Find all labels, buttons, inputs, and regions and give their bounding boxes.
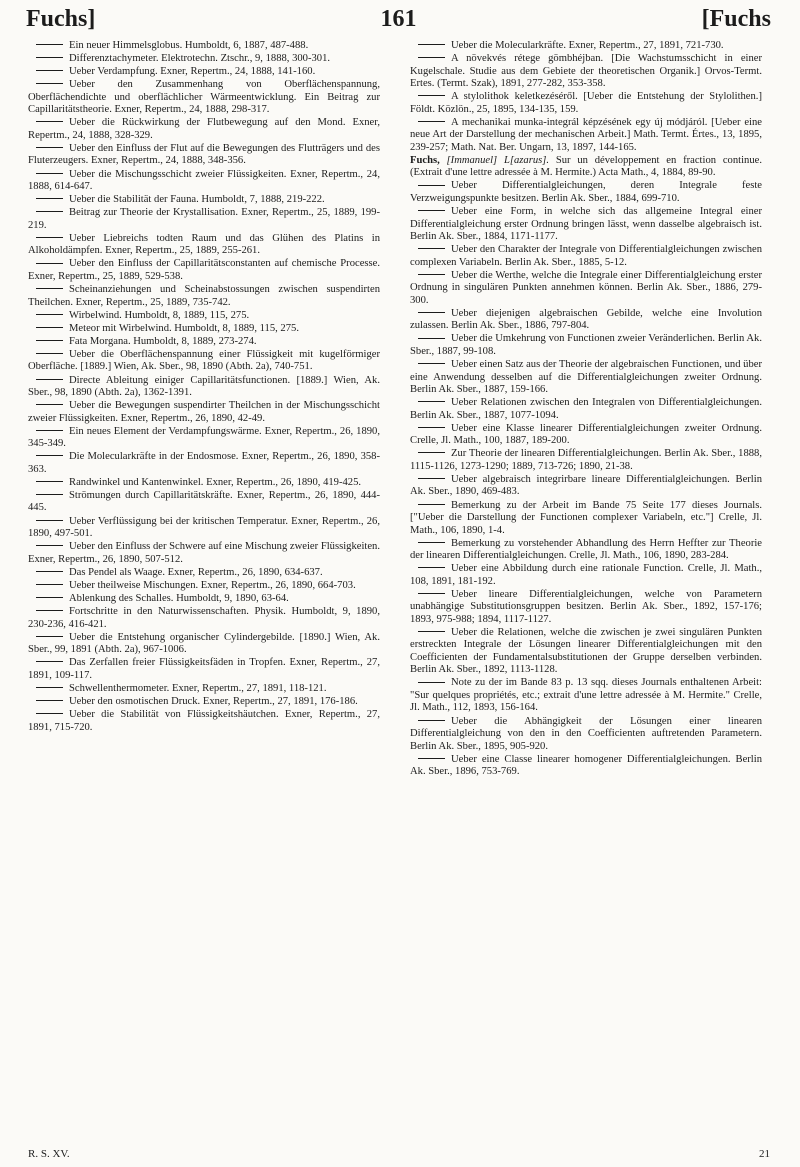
bibliography-entry — [410, 91, 762, 116]
ditto-rule — [418, 758, 445, 759]
ditto-rule — [36, 713, 63, 714]
ditto-rule — [36, 314, 63, 315]
entry-text: Die Molecularkräfte in der Endosmose. Exner, Repertm., 26, 1890, 358-363. — [28, 451, 380, 475]
ditto-rule — [36, 687, 63, 688]
bibliography-entry — [410, 180, 762, 205]
ditto-rule — [36, 597, 63, 598]
ditto-rule — [36, 83, 63, 84]
entry-text: Sur un développement en fraction continue. (Extrait d'une lettre adressée à M. Hermite.) Acta Math., 4, 1884, 89-90. — [410, 154, 762, 179]
bibliography-entry — [28, 349, 380, 374]
entry-text: Ueber die Stabilität der Fauna. Humboldt, 7, 1888, 219-222. — [69, 194, 325, 206]
bibliography-entry — [28, 567, 380, 580]
bibliography-entry — [28, 541, 380, 566]
ditto-rule — [418, 542, 445, 543]
bibliography-entry — [28, 66, 380, 79]
bibliography-entry — [410, 589, 762, 627]
bibliography-entry — [28, 233, 380, 258]
entry-text: Ueber algebraisch integrirbare lineare Differentialgleichungen. Berlin Ak. Sber., 1890, 469-483. — [410, 473, 762, 498]
ditto-rule — [36, 211, 63, 212]
running-head-right: [Fuchs — [701, 6, 771, 32]
entry-text: Ueber den Einfluss der Capillaritätsconstanten auf chemische Processe. Exner, Repertm., 25, 1889, 529-538. — [28, 258, 380, 282]
ditto-rule — [418, 274, 445, 275]
bibliography-entry — [410, 716, 762, 754]
author-name: Fuchs, — [410, 154, 440, 166]
ditto-rule — [418, 95, 445, 96]
author-given-names: [Immanuel] L[azarus]. — [446, 154, 550, 166]
bibliography-entry — [410, 270, 762, 308]
ditto-rule — [418, 338, 445, 339]
ditto-rule — [36, 44, 63, 45]
entry-text: Ueber die Abhängigkeit der Lösungen einer linearen Differentialgleichung von den in den Coefficienten auftretenden Parametern. Berlin Ak. Sber., 1895, 905-920. — [410, 715, 762, 752]
bibliography-entry — [410, 474, 762, 499]
bibliography-entry — [410, 677, 762, 715]
bibliography-entry — [410, 563, 762, 588]
bibliography-entry — [410, 244, 762, 269]
ditto-rule — [36, 481, 63, 482]
ditto-rule — [36, 700, 63, 701]
ditto-rule — [36, 288, 63, 289]
ditto-rule — [418, 452, 445, 453]
entry-text: Ueber eine Abbildung durch eine rationale Function. Crelle, Jl. Math., 108, 1891, 181-192. — [410, 563, 762, 587]
ditto-rule — [36, 430, 63, 431]
bibliography-entry — [28, 632, 380, 657]
bibliography-entry — [410, 538, 762, 563]
entry-text: Note zu der im Bande 83 p. 13 sqq. dieses Journals enthaltenen Arbeit: "Sur quelques propriétés, etc.; extrait d'une lettre adressée à M. Hermite." Crelle, Jl. Math., 112, 1893, 156-164. — [410, 677, 762, 714]
bibliography-entry — [28, 696, 380, 709]
entry-text: Ueber die Rückwirkung der Flutbewegung auf den Mond. Exner, Repertm., 24, 1888, 328-329. — [28, 117, 380, 141]
entry-text: Ueber die Umkehrung von Functionen zweier Veränderlichen. Berlin Ak. Sber., 1887, 99-108. — [410, 333, 762, 357]
bibliography-entry — [28, 143, 380, 168]
entry-text: Scheinanziehungen und Scheinabstossungen zwischen suspendirten Theilchen. Exner, Repertm., 25, 1889, 735-742. — [28, 284, 380, 308]
ditto-rule — [418, 57, 445, 58]
bibliography-entry — [410, 40, 762, 53]
bibliography-entry — [410, 448, 762, 473]
running-head-left: Fuchs] — [26, 6, 96, 32]
bibliography-entry — [28, 375, 380, 400]
ditto-rule — [36, 571, 63, 572]
entry-text: Das Zerfallen freier Flüssigkeitsfäden in Tropfen. Exner, Repertm., 27, 1891, 109-117. — [28, 657, 380, 681]
entry-text: Ueber den Zusammenhang von Oberflächenspannung, Oberflächendichte und oberflächlicher Wärmeentwicklung. Ein Beitrag zur Capillaritätstheorie. Exner, Repertm., 24, 1888, 298-317. — [28, 79, 380, 116]
entry-text: Ueber die Oberflächenspannung einer Flüssigkeit mit kugelförmiger Oberfläche. [1889.] Wien, Ak. Sber., 98, 1890 (Abth. 2a), 740-751. — [28, 348, 380, 373]
bibliography-entry — [410, 333, 762, 358]
entry-text: Bemerkung zu vorstehender Abhandlung des Herrn Heffter zur Theorie der linearen Differentialgleichungen. Crelle, Jl. Math., 106, 1890, 283-284. — [410, 537, 762, 562]
entry-text: A stylolithok keletkezéséről. [Ueber die Entstehung der Stylolithen.] Földt. Közlön., 25, 1895, 134-135, 159. — [410, 91, 762, 115]
entry-text: Schwellenthermometer. Exner, Repertm., 27, 1891, 118-121. — [69, 682, 327, 694]
signature-number: 21 — [759, 1148, 770, 1160]
page-number: 161 — [380, 6, 417, 32]
ditto-rule — [36, 198, 63, 199]
ditto-rule — [36, 173, 63, 174]
ditto-rule — [418, 185, 445, 186]
entry-text: Ueber die Molecularkräfte. Exner, Repertm., 27, 1891, 721-730. — [451, 40, 724, 51]
entry-text: Strömungen durch Capillaritätskräfte. Exner, Repertm., 26, 1890, 444-445. — [28, 489, 380, 514]
bibliography-entry — [28, 593, 380, 606]
bibliography-entry — [410, 53, 762, 91]
ditto-rule — [36, 237, 63, 238]
entry-text: Randwinkel und Kantenwinkel. Exner, Repertm., 26, 1890, 419-425. — [69, 476, 362, 488]
bibliography-entry — [28, 657, 380, 682]
entry-text: Ablenkung des Schalles. Humboldt, 9, 1890, 63-64. — [69, 592, 289, 604]
ditto-rule — [36, 70, 63, 71]
entry-text: Ueber einen Satz aus der Theorie der algebraischen Functionen, und über eine Anwendung desselben auf die Differentialgleichungen zweiter Ordnung. Berlin Ak. Sber., 1887, 159-166. — [410, 359, 762, 396]
ditto-rule — [418, 312, 445, 313]
bibliography-entry — [28, 40, 380, 53]
bibliography-entry — [410, 308, 762, 333]
ditto-rule — [36, 636, 63, 637]
bibliography-entry — [28, 477, 380, 490]
bibliography-entry — [28, 53, 380, 66]
entry-text: Ueber die Mischungsschicht zweier Flüssigkeiten. Exner, Repertm., 24, 1888, 614-647. — [28, 168, 380, 193]
ditto-rule — [418, 44, 445, 45]
entry-text: Ueber die Relationen, welche die zwischen je zwei singulären Punkten erstreckten Integrale der Lösungen linearer Differentialgleichungen mit den Coefficienten der Fundamentalsubstitutionen der Gruppe derselben verbinden. Berlin Ak. Sber., 1892, 1113-1128. — [410, 626, 762, 676]
entry-text: Beitrag zur Theorie der Krystallisation. Exner, Repertm., 25, 1889, 199-219. — [28, 207, 380, 231]
bibliography-entry — [28, 426, 380, 451]
ditto-rule — [418, 720, 445, 721]
entry-text: Ueber die Bewegungen suspendirter Theilchen in der Mischungsschicht zweier Flüssigkeiten. Exner, Repertm., 26, 1890, 42-49. — [28, 400, 380, 424]
ditto-rule — [36, 379, 63, 380]
bibliography-entry — [28, 490, 380, 515]
bibliography-entry — [28, 310, 380, 323]
signature-mark: R. S. XV. — [28, 1148, 70, 1160]
bibliography-entry — [28, 336, 380, 349]
entry-text: Ueber diejenigen algebraischen Gebilde, welche eine Involution zulassen. Berlin Ak. Sber., 1886, 797-804. — [410, 307, 762, 332]
page-header — [26, 4, 771, 38]
bibliography-entry — [410, 627, 762, 677]
ditto-rule — [36, 340, 63, 341]
ditto-rule — [418, 593, 445, 594]
bibliography-entry — [28, 709, 380, 734]
ditto-rule — [36, 353, 63, 354]
bibliography-entry — [28, 284, 380, 309]
bibliography-entry — [28, 516, 380, 541]
entry-text: Ueber Differentialgleichungen, deren Integrale feste Verzweigungspunkte besitzen. Berlin Ak. Sber., 1884, 699-710. — [410, 180, 762, 204]
ditto-rule — [36, 327, 63, 328]
entry-text: Ueber den Einfluss der Flut auf die Bewegungen des Flutträgers und des Fluterzeugers. Exner, Repertm., 24, 1888, 348-356. — [28, 142, 380, 167]
ditto-rule — [36, 455, 63, 456]
ditto-rule — [418, 121, 445, 122]
bibliography-entry — [410, 117, 762, 155]
bibliography-entry — [410, 397, 762, 422]
bibliography-entry — [28, 683, 380, 696]
entry-text: A növekvés rétege gömbhéjban. [Die Wachstumsschicht in einer Kugelschale. Studie aus dem Gebiete der theoretischen Organik.] Orvos-Termt. Ertes. (Termt. Szak), 1891, 277-282, 353-358. — [410, 53, 762, 90]
bibliography-entry — [410, 206, 762, 244]
entry-text: Directe Ableitung einiger Capillaritätsfunctionen. [1889.] Wien, Ak. Sber., 98, 1890 (Abth. 2a), 1362-1391. — [28, 374, 380, 398]
entry-text: Meteor mit Wirbelwind. Humboldt, 8, 1889, 115, 275. — [69, 322, 299, 334]
bibliography-entry — [28, 79, 380, 117]
entry-text: A mechanikai munka-integrál képzésének egy új módjáról. [Ueber eine neue Art der Darstellung der mechanischen Arbeit.] Math. Termt. Értes., 13, 1895, 239-257; Math. Nat. Ber. Ungarn, 13, 1897, 144-165. — [410, 116, 762, 153]
entry-text: Fata Morgana. Humboldt, 8, 1889, 273-274. — [69, 335, 257, 347]
entry-text: Ein neues Element der Verdampfungswärme. Exner, Repertm., 26, 1890, 345-349. — [28, 425, 380, 450]
ditto-rule — [36, 545, 63, 546]
entry-text: Ueber den osmotischen Druck. Exner, Repertm., 27, 1891, 176-186. — [69, 695, 358, 707]
entry-text: Differenztachymeter. Elektrotechn. Ztschr., 9, 1888, 300-301. — [69, 53, 331, 65]
bibliography-entry — [28, 258, 380, 283]
bibliography-entry — [410, 423, 762, 448]
bibliography-entry — [28, 400, 380, 425]
entry-text: Ueber die Entstehung organischer Cylindergebilde. [1890.] Wien, Ak. Sber., 99, 1891 (Abth. 2a), 967-1006. — [28, 631, 380, 656]
ditto-rule — [36, 584, 63, 585]
ditto-rule — [36, 520, 63, 521]
entry-text: Ueber die Stabilität von Flüssigkeitshäutchen. Exner, Repertm., 27, 1891, 715-720. — [28, 709, 380, 733]
entry-text: Ueber den Charakter der Integrale von Differentialgleichungen zwischen complexen Variabeln. Berlin Ak. Sber., 1885, 5-12. — [410, 244, 762, 268]
bibliography-entry — [28, 194, 380, 207]
bibliography-entry — [28, 207, 380, 232]
entry-text: Fortschritte in den Naturwissenschaften. Physik. Humboldt, 9, 1890, 230-236, 416-421. — [28, 606, 380, 630]
ditto-rule — [418, 210, 445, 211]
bibliography-entry — [28, 451, 380, 476]
entry-text: Das Pendel als Waage. Exner, Repertm., 26, 1890, 634-637. — [69, 566, 323, 578]
entry-text: Bemerkung zu der Arbeit im Bande 75 Seite 177 dieses Journals. ["Ueber die Darstellung der Functionen complexer Variabeln, etc."] Crelle, Jl. Math., 106, 1890, 1-4. — [410, 499, 762, 536]
bibliography-entry — [410, 500, 762, 538]
bibliography-entry — [28, 169, 380, 194]
left-column — [28, 40, 380, 735]
right-column — [410, 40, 762, 779]
ditto-rule — [36, 147, 63, 148]
entry-text: Ueber Liebreichs todten Raum und das Glühen des Platins in Alkoholdämpfen. Exner, Repertm., 25, 1889, 255-261. — [28, 232, 380, 257]
ditto-rule — [418, 631, 445, 632]
entry-text: Ueber Relationen zwischen den Integralen von Differentialgleichungen. Berlin Ak. Sber., 1887, 1077-1094. — [410, 397, 762, 421]
ditto-rule — [418, 478, 445, 479]
bibliography-entry — [410, 359, 762, 397]
bibliography-entry — [410, 754, 762, 779]
entry-text: Ein neuer Himmelsglobus. Humboldt, 6, 1887, 487-488. — [69, 40, 309, 51]
ditto-rule — [36, 121, 63, 122]
ditto-rule — [418, 363, 445, 364]
ditto-rule — [36, 404, 63, 405]
ditto-rule — [418, 401, 445, 402]
entry-text: Ueber Verdampfung. Exner, Repertm., 24, 1888, 141-160. — [69, 66, 316, 78]
ditto-rule — [418, 682, 445, 683]
page-footer — [28, 1148, 770, 1164]
entry-text: Wirbelwind. Humboldt, 8, 1889, 115, 275. — [69, 309, 250, 321]
entry-text: Zur Theorie der linearen Differentialgleichungen. Berlin Ak. Sber., 1888, 1115-1126, 1273-1290; 1889, 713-726; 1890, 21-38. — [410, 448, 762, 472]
entry-text: Ueber den Einfluss der Schwere auf eine Mischung zweier Flüssigkeiten. Exner, Repertm., 26, 1890, 507-512. — [28, 541, 380, 565]
entry-text: Ueber theilweise Mischungen. Exner, Repertm., 26, 1890, 664-703. — [69, 579, 356, 591]
entry-text: Ueber die Werthe, welche die Integrale einer Differentialgleichung erster Ordnung in singulären Punkten annehmen können. Berlin Ak. Sber., 1886, 279-300. — [410, 269, 762, 306]
bibliography-entry — [28, 323, 380, 336]
bibliography-entry — [28, 606, 380, 631]
entry-text: Ueber eine Classe linearer homogener Differentialgleichungen. Berlin Ak. Sber., 1896, 753-769. — [410, 753, 762, 778]
ditto-rule — [418, 567, 445, 568]
entry-text: Ueber lineare Differentialgleichungen, welche von Parametern unabhängige Substitutionsgruppen besitzen. Berlin Ak. Sber., 1892, 157-176; 1893, 975-988; 1894, 1117-1127. — [410, 588, 762, 625]
ditto-rule — [36, 610, 63, 611]
bibliography-entry — [410, 155, 762, 180]
entry-text: Ueber eine Klasse linearer Differentialgleichungen zweiter Ordnung. Crelle, Jl. Math., 100, 1887, 189-200. — [410, 422, 762, 447]
entry-text: Ueber Verflüssigung bei der kritischen Temperatur. Exner, Repertm., 26, 1890, 497-501. — [28, 515, 380, 540]
ditto-rule — [36, 263, 63, 264]
ditto-rule — [36, 494, 63, 495]
bibliography-entry — [28, 117, 380, 142]
entry-text: Ueber eine Form, in welche sich das allgemeine Integral einer Differentialgleichung erster Ordnung bringen lässt, wenn dasselbe algebraisch ist. Berlin Ak. Sber., 1884, 1171-1177. — [410, 206, 762, 243]
bibliography-entry — [28, 580, 380, 593]
ditto-rule — [418, 248, 445, 249]
ditto-rule — [36, 57, 63, 58]
ditto-rule — [418, 504, 445, 505]
ditto-rule — [36, 661, 63, 662]
ditto-rule — [418, 427, 445, 428]
